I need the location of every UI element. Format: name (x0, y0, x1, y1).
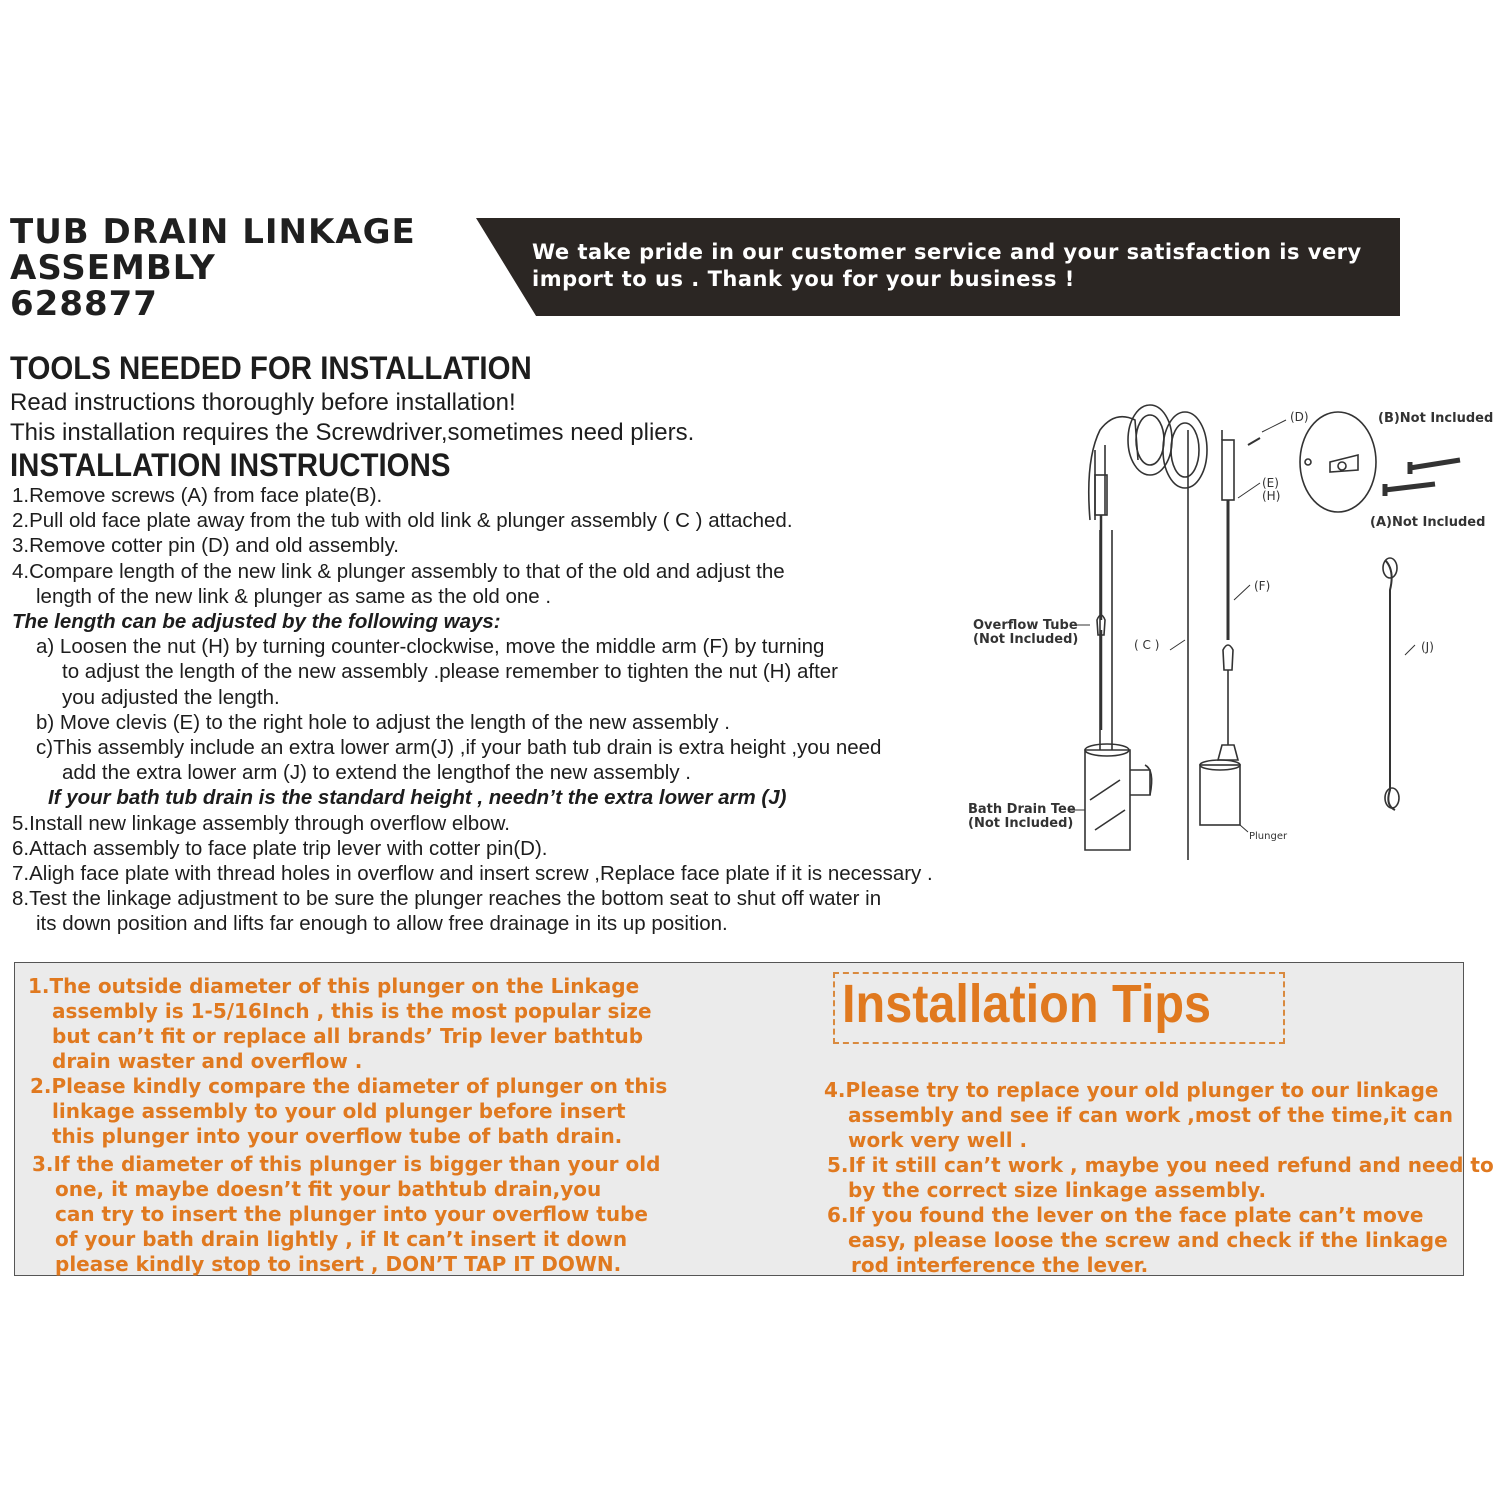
standard-height-note: If your bath tub drain is the standard height , needn’t the extra lower arm (J) (48, 786, 787, 810)
screw-drawing-1 (1410, 460, 1460, 474)
tip-1-cont-3: drain waster and overflow . (52, 1049, 363, 1073)
overflow-tube-drawing (1089, 417, 1138, 520)
tip-6-cont-1: easy, please loose the screw and check if the linkage (848, 1228, 1448, 1252)
adjust-c: c)This assembly include an extra lower arm(J) ,if your bath tub drain is extra height ,you need (36, 736, 882, 760)
tee-not-included: (Not Included) (968, 816, 1074, 831)
drain-tee-drawing (1085, 750, 1130, 850)
overflow-tube-label: Overflow Tube (973, 618, 1078, 633)
step-7: 7.Aligh face plate with thread holes in overflow and insert screw ,Replace face plate if it is necessary . (12, 862, 933, 886)
banner-line-1: We take pride in our customer service and your satisfaction is very (532, 240, 1362, 264)
step-8-cont: its down position and lifts far enough to allow free drainage in its up position. (36, 912, 728, 936)
screw-drawing-2 (1385, 484, 1435, 496)
step-2: 2.Pull old face plate away from the tub with old link & plunger assembly ( C ) attached. (12, 509, 793, 533)
tip-1-cont-2: but can’t fit or replace all brands’ Trip lever bathtub (52, 1024, 644, 1048)
title-line-2: ASSEMBLY (10, 248, 216, 288)
tip-1-cont-1: assembly is 1-5/16Inch , this is the most popular size (52, 999, 652, 1023)
step-8: 8.Test the linkage adjustment to be sure the plunger reaches the bottom seat to shut off water in (12, 887, 882, 911)
assembly-diagram (1060, 400, 1500, 870)
label-b: (B)Not Included (1378, 411, 1494, 426)
adjust-c-cont: add the extra lower arm (J) to extend the lengthof the new assembly . (62, 761, 691, 785)
tip-3-cont-1: one, it maybe doesn’t fit your bathtub drain,you (55, 1177, 602, 1201)
adjust-a-cont-1: to adjust the length of the new assembly .please remember to tighten the nut (H) after (62, 660, 839, 684)
tip-3-cont-4: please kindly stop to insert , DON’T TAP IT DOWN. (55, 1252, 622, 1276)
label-h: (H) (1262, 489, 1281, 503)
step-5: 5.Install new linkage assembly through overflow elbow. (12, 811, 510, 835)
tools-text (10, 388, 694, 448)
label-a: (A)Not Included (1370, 515, 1486, 530)
label-d: (D) (1290, 410, 1309, 424)
step-4: 4.Compare length of the new link & plunger assembly to that of the old and adjust the (12, 559, 785, 583)
lower-arm-drawing (1385, 560, 1395, 810)
plunger-drawing (1200, 765, 1240, 825)
tip-3: 3.If the diameter of this plunger is bigger than your old (32, 1152, 661, 1176)
tip-6-cont-2: rod interference the lever. (851, 1253, 1149, 1277)
title-line-1: TUB DRAIN LINKAGE (10, 212, 416, 252)
tips-left-column (28, 974, 667, 1277)
step-3: 3.Remove cotter pin (D) and old assembly. (12, 534, 400, 558)
instruction-steps (12, 483, 933, 937)
overflow-not-included: (Not Included) (973, 632, 1079, 647)
tip-4-cont-1: assembly and see if can work ,most of the time,it can (848, 1103, 1454, 1127)
adjust-b: b) Move clevis (E) to the right hole to adjust the length of the new assembly . (36, 710, 730, 734)
bath-drain-tee-label: Bath Drain Tee (968, 802, 1076, 817)
tips-title: Installation Tips (842, 974, 1212, 1034)
clevis-drawing (1222, 440, 1234, 500)
label-c: ( C ) (1134, 638, 1160, 652)
label-j: (J) (1421, 640, 1434, 654)
tip-2-cont-1: linkage assembly to your old plunger before insert (52, 1099, 626, 1123)
step-1: 1.Remove screws (A) from face plate(B). (12, 484, 383, 507)
adjust-heading: The length can be adjusted by the following ways: (12, 610, 501, 634)
step-4-cont: length of the new link & plunger as same as the old one . (36, 584, 552, 608)
instructions-heading: INSTALLATION INSTRUCTIONS (10, 447, 451, 483)
tools-heading: TOOLS NEEDED FOR INSTALLATION (10, 350, 532, 386)
label-f: (F) (1254, 579, 1271, 593)
adjust-a: a) Loosen the nut (H) by turning counter-clockwise, move the middle arm (F) by turning (36, 635, 825, 659)
tip-5: 5.If it still can’t work , maybe you need refund and need to (827, 1153, 1494, 1177)
product-title (10, 214, 416, 322)
tip-4: 4.Please try to replace your old plunger to our linkage (824, 1078, 1439, 1102)
tools-line-1: Read instructions thoroughly before installation! (10, 389, 516, 416)
tips-right-column (824, 1078, 1494, 1278)
service-banner-text (532, 239, 1382, 293)
tip-1: 1.The outside diameter of this plunger on the Linkage (28, 974, 640, 998)
plunger-label: Plunger (1249, 831, 1288, 842)
step-6: 6.Attach assembly to face plate trip lever with cotter pin(D). (12, 836, 548, 860)
tip-3-cont-3: of your bath drain lightly , if It can’t insert it down (55, 1227, 628, 1251)
banner-line-2: import to us . Thank you for your business ! (532, 267, 1075, 291)
label-e: (E) (1262, 476, 1279, 490)
adjust-a-cont-2: you adjusted the length. (62, 685, 280, 709)
model-number: 628877 (10, 284, 158, 324)
tools-line-2: This installation requires the Screwdriver,sometimes need pliers. (10, 419, 695, 446)
tip-2-cont-2: this plunger into your overflow tube of bath drain. (52, 1124, 623, 1148)
tip-6: 6.If you found the lever on the face plate can’t move (827, 1203, 1424, 1227)
tip-2: 2.Please kindly compare the diameter of plunger on this (30, 1074, 668, 1098)
tip-5-cont: by the correct size linkage assembly. (848, 1178, 1267, 1202)
tip-3-cont-2: can try to insert the plunger into your overflow tube (55, 1202, 648, 1226)
tip-4-cont-2: work very well . (848, 1128, 1028, 1152)
